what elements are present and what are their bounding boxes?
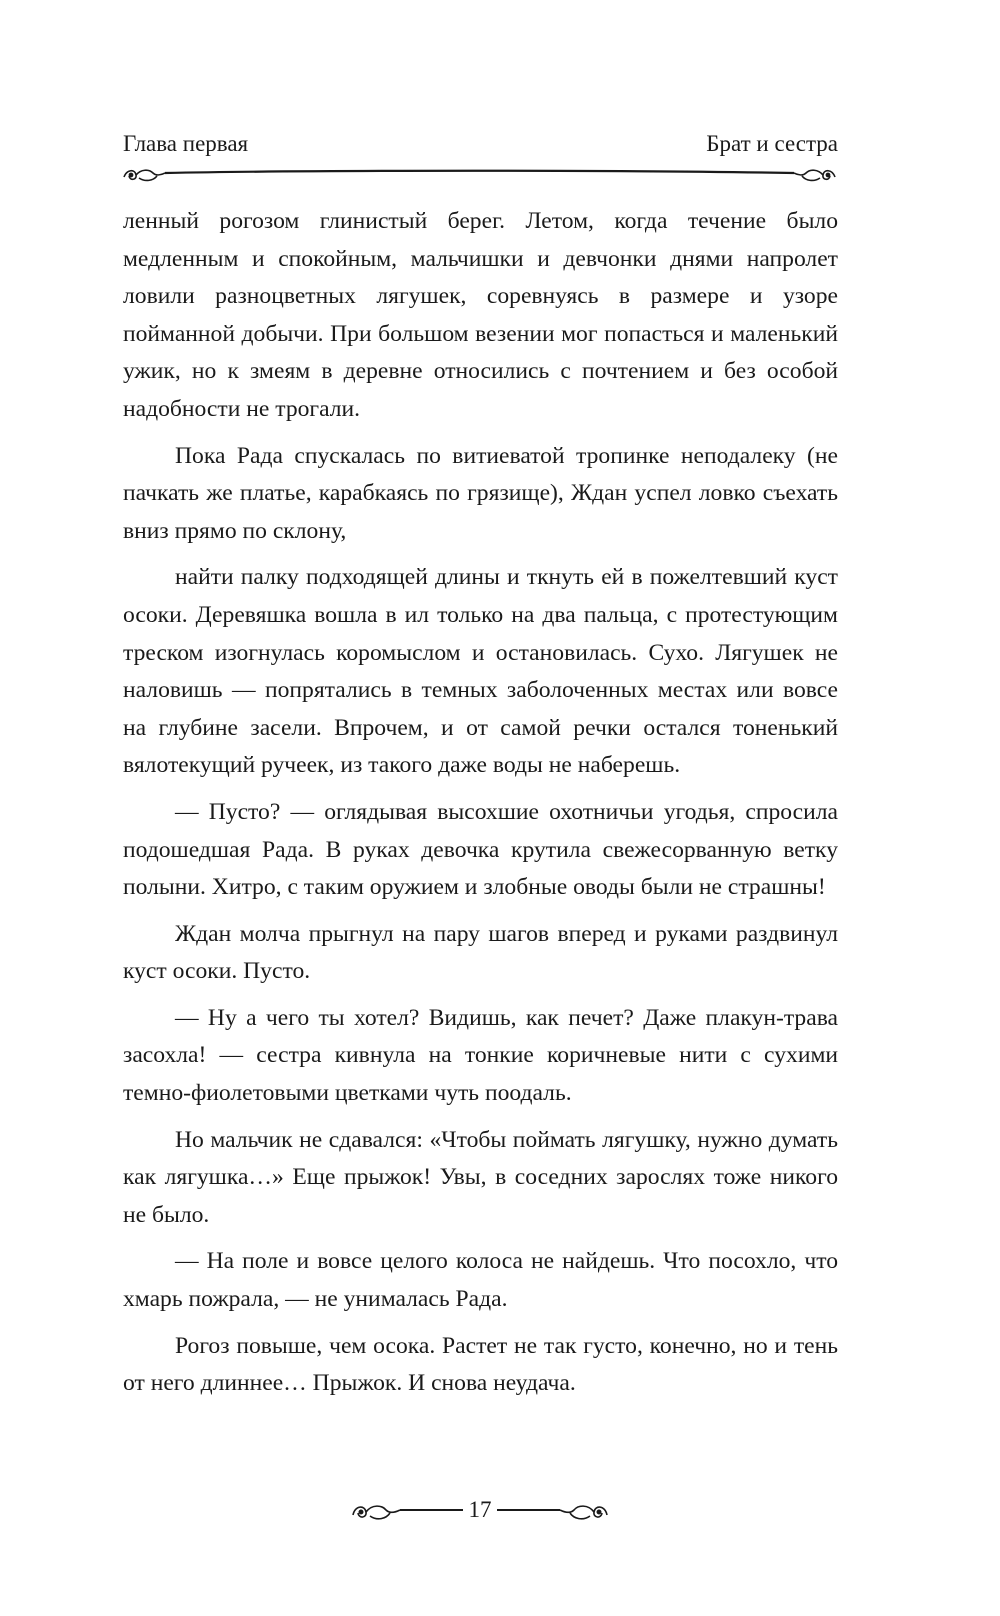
- paragraph-1: ленный рогозом глинистый берег. Летом, когда течение было медленным и спокойным, мальчишки и девчонки днями напролет ловили разноцветных лягушек, соревнуясь в размере и узоре пойманной добычи. При большом везении мог попасться и маленький ужик, но к змеям в деревне относились с почтением и без особой надобности не трогали.: [123, 208, 838, 422]
- page-footer: [350, 1495, 610, 1531]
- paragraph-4: — Пусто? — оглядывая высохшие охотничьи угодья, спросила подошедшая Рада. В руках девочка крутила свежесорванную ветку полыни. Хитро, с таким оружием и злобные оводы были не страшны!: [123, 798, 838, 901]
- page-number: 17: [468, 1497, 492, 1522]
- body-text: [123, 203, 838, 1403]
- paragraph-2: Пока Рада спускалась по витиеватой тропинке неподалеку (не пачкать же платье, карабкаясь по грязище), Ждан успел ловко съехать вниз прямо по склону,: [123, 442, 838, 544]
- chapter-title: Глава первая: [123, 131, 249, 156]
- right-flourish-icon: [794, 170, 835, 180]
- paragraph-5: Ждан молча прыгнул на пару шагов вперед и руками раздвинул куст осоки. Пусто.: [123, 920, 838, 985]
- running-head: [123, 125, 838, 157]
- paragraph-8: — На поле и вовсе целого колоса не найдешь. Что посохло, что хмарь пожрала, — не унималась Рада.: [123, 1248, 838, 1313]
- paragraph-6: — Ну а чего ты хотел? Видишь, как печет? Даже плакун-трава засохла! — сестра кивнула на тонкие коричневые нити с сухими темно-фиолетовыми цветками чуть поодаль.: [123, 1004, 838, 1107]
- footer-right-flourish-icon: [495, 1497, 610, 1525]
- paragraph-9: Рогоз повыше, чем осока. Растет не так густо, конечно, но и тень от него длиннее… Прыжок. И снова неудача.: [123, 1332, 838, 1397]
- left-flourish-icon: [124, 170, 165, 180]
- paragraph-7: Но мальчик не сдавался: «Чтобы поймать лягушку, нужно думать как лягушка…» Еще прыжок! Увы, в соседних зарослях тоже никого не было.: [123, 1126, 838, 1228]
- section-title: Брат и сестра: [706, 131, 838, 156]
- header-ornament-rule: [121, 163, 838, 185]
- paragraph-3: найти палку подходящей длины и ткнуть ей в пожелтевший куст осоки. Деревяшка вошла в ил только на два пальца, с протестующим треском изогнулась коромыслом и остановилась. Сухо. Лягушек не наловишь — попрятались в темных заболоченных местах или вовсе на глубине засели. Впрочем, и от самой речки остался тоненький вялотекущий ручеек, из такого даже воды не наберешь.: [123, 564, 838, 779]
